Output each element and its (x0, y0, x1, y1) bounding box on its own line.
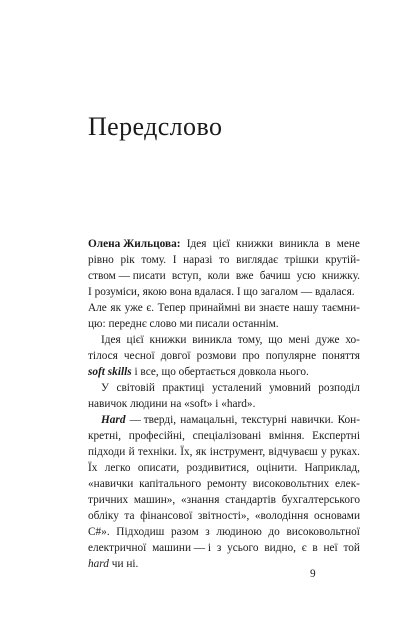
word: до (268, 526, 280, 538)
word: й (128, 446, 135, 458)
text-line (88, 492, 360, 508)
word: світовій (116, 382, 155, 394)
word: бачиш (259, 270, 291, 282)
word: бухгалтерського (281, 494, 360, 506)
word: цю: переднє слово ми писали останнім. (88, 318, 279, 330)
word: Їх (88, 462, 98, 474)
word: ремонту (207, 478, 247, 490)
word: чесної (123, 350, 155, 362)
word: дуже (315, 334, 340, 346)
word: тому, (237, 334, 263, 346)
word: з (216, 542, 222, 554)
word: текстурні (241, 414, 287, 426)
word: книжку. (321, 270, 360, 282)
word: усього (227, 542, 259, 554)
text-line (88, 540, 360, 556)
text-line (88, 508, 360, 524)
text-line (88, 556, 360, 572)
word: кретні, (88, 430, 122, 442)
word: рік (120, 254, 135, 266)
word: тому. (141, 254, 167, 266)
word: наразі (183, 254, 213, 266)
word: техніки. (137, 446, 177, 458)
word: професійні, (128, 430, 185, 442)
word: чи ні. (108, 558, 139, 570)
word: Експертні (312, 430, 360, 442)
word: разом (170, 526, 199, 538)
word: цієї (212, 238, 230, 250)
word: описати, (137, 462, 180, 474)
word: уже (124, 302, 143, 314)
word: рівно (88, 254, 114, 266)
word: нашу (292, 302, 319, 314)
word: принаймні (189, 302, 241, 314)
word: умовний (269, 382, 311, 394)
word: Але (88, 302, 107, 314)
word: інструмент, (209, 446, 266, 458)
word: І (172, 254, 177, 266)
word: — тверді, (129, 414, 177, 426)
word: неї (323, 542, 338, 554)
word: той (343, 542, 360, 554)
word: У (101, 382, 109, 394)
text-line (88, 364, 360, 380)
text-line (88, 428, 360, 444)
word: руках. (330, 446, 360, 458)
word: усю (296, 270, 316, 282)
word: оцінити. (256, 462, 298, 474)
word: капітального (139, 478, 202, 490)
word: високовольтної (286, 526, 360, 538)
word: в (312, 542, 318, 554)
text-line (88, 348, 360, 364)
text-line (88, 476, 360, 492)
word: як (110, 302, 122, 314)
word: підходи (88, 446, 126, 458)
word: коли (207, 270, 230, 282)
word: «володіння (254, 510, 309, 522)
word: вже (235, 270, 254, 282)
word: видно, (264, 542, 296, 554)
word: Кон- (337, 414, 360, 426)
word: мене (336, 238, 360, 250)
word: людиною (216, 526, 262, 538)
word: книжки (236, 238, 274, 250)
word: популярне (265, 350, 317, 362)
text-line (88, 460, 360, 476)
word: намацальні, (180, 414, 238, 426)
word: навичок людини на «soft» і «hard». (88, 398, 256, 410)
text-line (88, 332, 360, 348)
emphasized-text: hard (88, 558, 109, 570)
word: високовольтних (252, 478, 330, 490)
word: про (242, 350, 260, 362)
text-line (88, 316, 360, 332)
word: ви (244, 302, 256, 314)
emphasized-text: Олена Жильцова: (88, 238, 181, 250)
text-line (88, 524, 360, 540)
word: розмови (196, 350, 237, 362)
word: електричної (88, 542, 147, 554)
word: основами (313, 510, 360, 522)
word: цієї (126, 334, 144, 346)
word: виникла (279, 238, 319, 250)
word: то (219, 254, 230, 266)
text-line (88, 300, 360, 316)
word: знаєте (259, 302, 290, 314)
word: звітності», (197, 510, 250, 522)
word: тілося (88, 350, 118, 362)
word: як (195, 446, 207, 458)
word: відчуваєш (268, 446, 318, 458)
text-line (88, 444, 360, 460)
word: розподіл (318, 382, 360, 394)
emphasized-text: soft skills (88, 366, 132, 378)
word: машин», (133, 494, 176, 506)
word: роздивитися, (186, 462, 250, 474)
word: усталений (211, 382, 262, 394)
word: таємни- (321, 302, 360, 314)
word: в (325, 238, 331, 250)
word: що (268, 334, 283, 346)
word: мені (288, 334, 310, 346)
word: І розуміси, якою вона вдалася. І що загалом — вдалася. (88, 286, 355, 298)
word: у (321, 446, 327, 458)
word: практиці (162, 382, 205, 394)
word: крутій- (325, 254, 360, 266)
word: спеціалізовані (192, 430, 262, 442)
emphasized-text: Hard (101, 414, 126, 426)
word: виглядає (236, 254, 278, 266)
word: Ідея (101, 334, 121, 346)
word: трішки (284, 254, 319, 266)
word: стандартів (225, 494, 276, 506)
text-line (88, 252, 360, 268)
text-line (88, 380, 360, 396)
word: елек- (335, 478, 360, 490)
word: легко (104, 462, 131, 474)
chapter-title: Передслово (88, 112, 223, 141)
page-number: 9 (310, 568, 316, 580)
word: Наприклад, (304, 462, 360, 474)
word: хо- (345, 334, 360, 346)
word: фінансової (140, 510, 193, 522)
word: обліку (88, 510, 119, 522)
word: книжки (149, 334, 187, 346)
word: і все, що обертається довкола нього. (131, 366, 309, 378)
word: навички. (290, 414, 334, 426)
text-line (88, 236, 360, 252)
word: С#». (88, 526, 110, 538)
word: є (301, 542, 307, 554)
word: довгої (160, 350, 191, 362)
word: виникла (192, 334, 232, 346)
word: Підходиш (116, 526, 165, 538)
chapter-body-text (88, 236, 360, 572)
word: ством — писати (88, 270, 166, 282)
word: Їх, (180, 446, 193, 458)
word: поняття (322, 350, 360, 362)
word: Тепер (157, 302, 186, 314)
word: з (205, 526, 210, 538)
word: вступ, (171, 270, 202, 282)
text-line (88, 268, 360, 284)
text-line (88, 396, 360, 412)
word: «знання (180, 494, 220, 506)
text-line (88, 412, 360, 428)
word: Ідея (186, 238, 207, 250)
word: та (124, 510, 135, 522)
word: «навички (88, 478, 134, 490)
word: є. (146, 302, 155, 314)
word: машини — і (152, 542, 212, 554)
word: вміння. (268, 430, 305, 442)
word: тричних (88, 494, 129, 506)
text-line (88, 284, 360, 300)
